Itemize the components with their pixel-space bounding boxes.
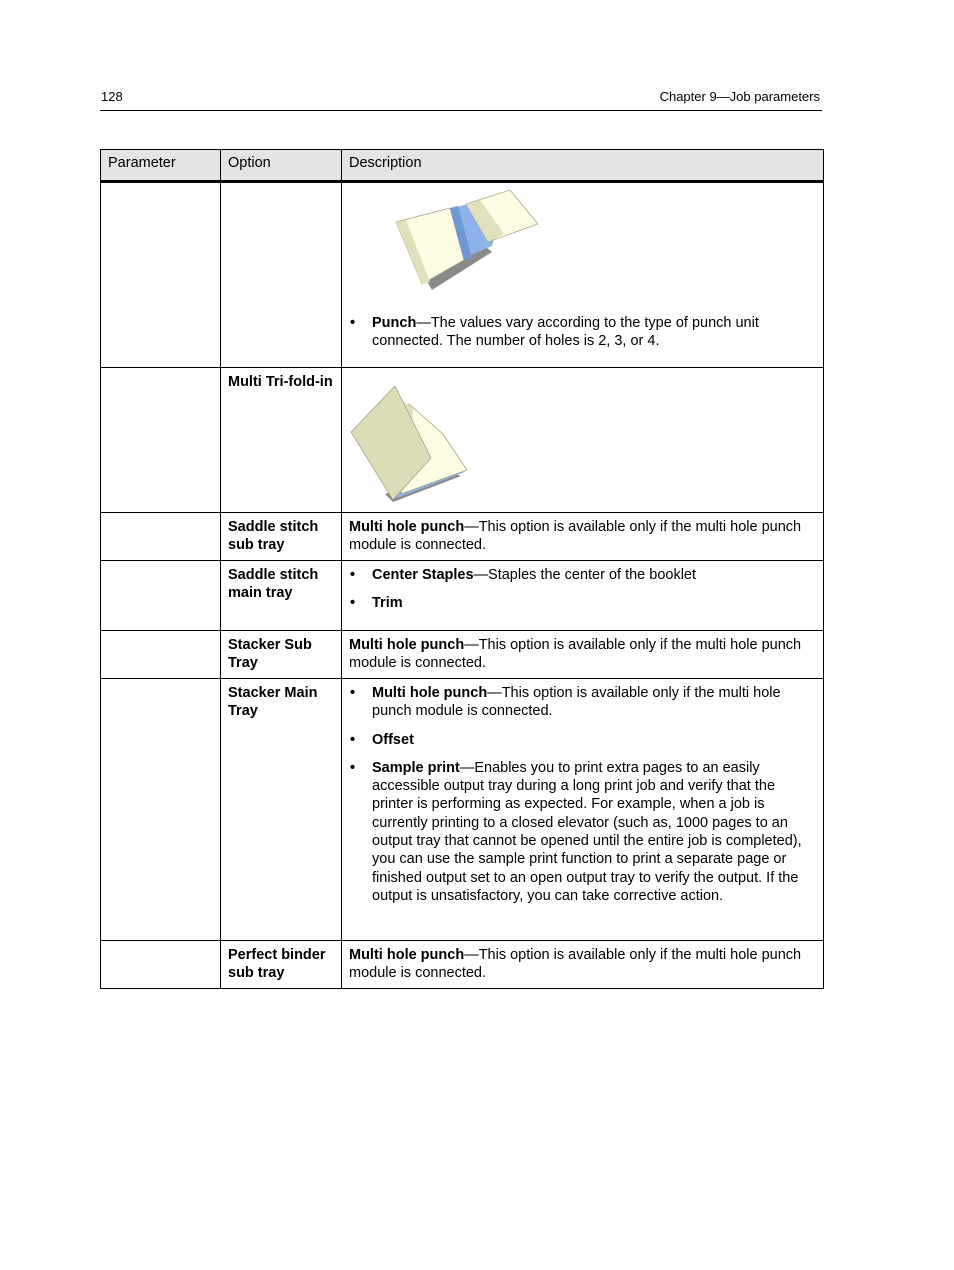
description-cell [342,513,824,561]
tri-fold-illustration [349,386,473,504]
term-center-staples: Center Staples [372,567,474,583]
term-punch: Punch [372,315,417,331]
term-multi-hole-punch: Multi hole punch [349,637,465,653]
term-multi-hole-punch: Multi hole punch [349,519,465,535]
punch-description: —The values vary according to the type of punch unit connected. The number of holes is 2, 3, or 4. [372,315,759,350]
term-offset: Offset [372,731,414,748]
column-header-description: Description [342,150,824,182]
parameter-cell [101,941,221,989]
parameter-cell [101,561,221,631]
sample-print-description: —Enables you to print extra pages to an easily accessible output tray during a long print job and verify that the printer is performing as expected. For example, when a job is currently printing to a closed elevator (such as, 1000 pages to an output tray that cannot be opened until the entire job is completed), you can use the sample print function to print a separate page or finished output set to an open output tray to verify the output. If the output is unsatisfactory, you can take corrective action. [372,759,802,904]
option-cell: Stacker Main Tray [221,679,342,941]
chapter-title: Chapter 9—Job parameters [659,89,820,104]
list-item [349,684,817,721]
option-cell: Multi Tri-fold-in [221,368,342,513]
page-number: 128 [101,89,123,104]
term-multi-hole-punch: Multi hole punch [349,947,465,963]
list-item [349,731,817,749]
description-cell [342,679,824,941]
parameter-cell [101,631,221,679]
description-cell [342,561,824,631]
term-sample-print: Sample print [372,759,460,776]
multi-hole-punch-description: —This option is available only if the multi hole punch module is connected. [372,685,781,720]
description-cell [342,368,824,513]
multi-hole-punch-description: —This option is available only if the multi hole punch module is connected. [349,637,802,672]
table-row [101,631,824,679]
table-row [101,513,824,561]
option-cell: Stacker Sub Tray [221,631,342,679]
term-multi-hole-punch: Multi hole punch [372,685,488,701]
description-cell [342,631,824,679]
parameters-table [100,149,824,989]
column-header-parameter: Parameter [101,150,221,182]
table-row [101,941,824,989]
option-cell: Saddle stitch main tray [221,561,342,631]
list-item [349,759,817,905]
option-cell: Saddle stitch sub tray [221,513,342,561]
description-cell [342,941,824,989]
header-rule [100,110,822,111]
table-row [101,182,824,368]
parameter-cell [101,182,221,368]
parameter-cell [101,368,221,513]
term-trim: Trim [372,595,403,612]
folded-booklet-illustration [392,186,542,294]
table-row [101,561,824,631]
center-staples-description: —Staples the center of the booklet [473,567,697,583]
table-header-row [101,150,824,182]
list-item [349,566,817,584]
description-cell [342,182,824,368]
multi-hole-punch-description: —This option is available only if the multi hole punch module is connected. [349,947,802,982]
table-row [101,368,824,513]
parameter-cell [101,513,221,561]
list-item [349,594,817,612]
option-cell: Perfect binder sub tray [221,941,342,989]
list-item [349,314,817,351]
table-row [101,679,824,941]
column-header-option: Option [221,150,342,182]
option-cell [221,182,342,368]
multi-hole-punch-description: —This option is available only if the multi hole punch module is connected. [349,519,802,554]
parameter-cell [101,679,221,941]
